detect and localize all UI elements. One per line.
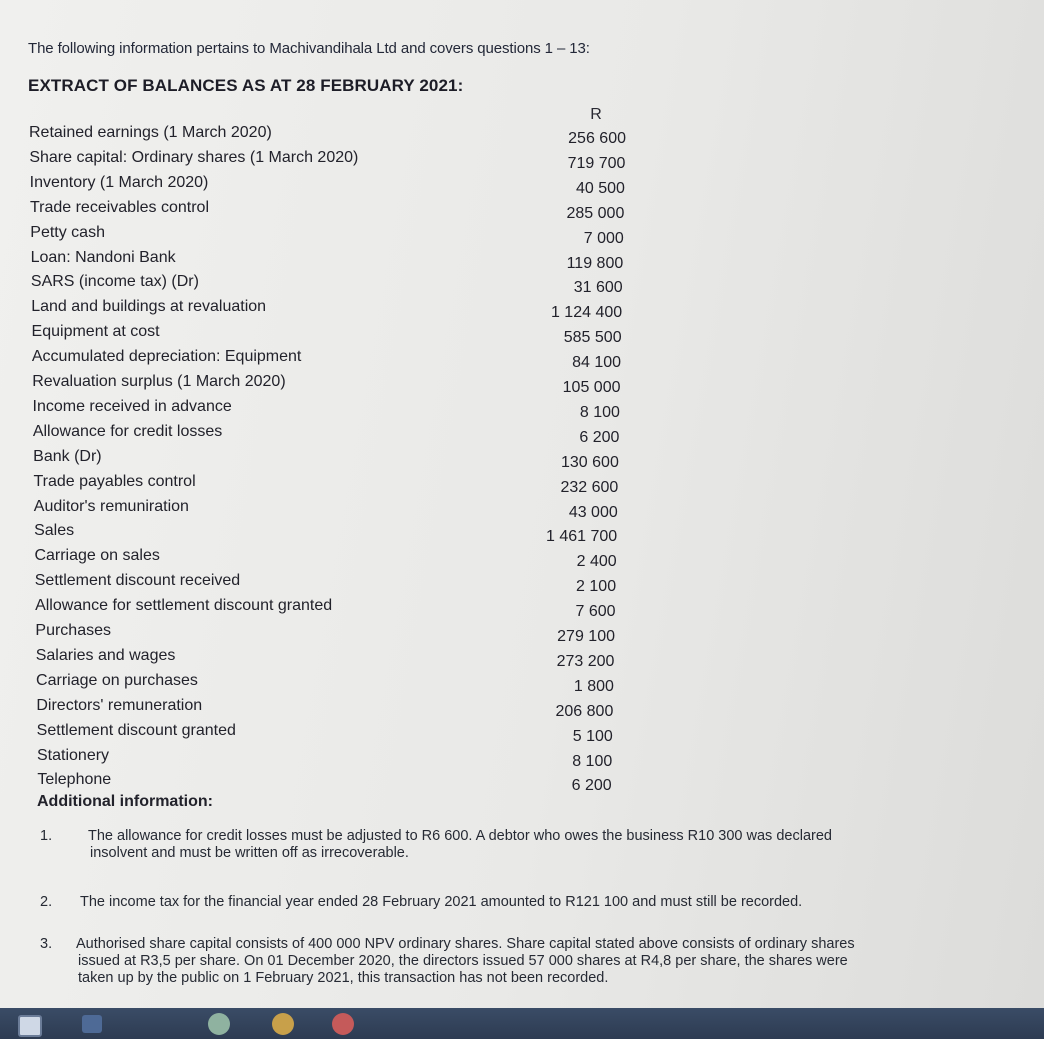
window-icon[interactable]	[18, 1015, 42, 1037]
balance-amount: 2 100	[576, 578, 617, 596]
balance-amount: 31 600	[573, 279, 623, 297]
balance-label: Land and buildings at revaluation	[31, 298, 267, 316]
balance-amount: 7 000	[583, 229, 624, 247]
balance-label: Accumulated depreciation: Equipment	[31, 348, 302, 366]
balance-row	[0, 597, 1044, 621]
balance-row	[0, 547, 1044, 571]
balance-amount: 279 100	[557, 628, 615, 645]
browser-icon[interactable]	[208, 1013, 230, 1035]
balance-label: Bank (Dr)	[33, 447, 102, 465]
balance-row	[0, 746, 1044, 770]
app-icon[interactable]	[82, 1015, 102, 1033]
balance-amount: 256 600	[568, 130, 626, 147]
note-number: 2.	[40, 894, 53, 910]
balance-amount: 105 000	[562, 379, 621, 396]
balance-label: Salaries and wages	[35, 646, 176, 664]
balance-label: Retained earnings (1 March 2020)	[29, 124, 272, 141]
balance-label: Directors' remuneration	[36, 696, 203, 714]
balance-row	[0, 198, 1044, 222]
balance-label: Purchases	[35, 622, 111, 639]
balance-row	[0, 124, 1044, 147]
balance-label: Income received in advance	[32, 397, 232, 415]
balance-label: Carriage on sales	[34, 547, 160, 565]
balance-label: Settlement discount received	[34, 572, 241, 590]
balance-amount: 1 461 700	[546, 528, 618, 546]
balance-row	[0, 373, 1044, 396]
balance-label: Telephone	[37, 771, 112, 789]
balance-label: SARS (income tax) (Dr)	[30, 273, 199, 291]
taskbar	[0, 1008, 1044, 1039]
balance-row	[0, 497, 1044, 521]
balance-label: Revaluation surplus (1 March 2020)	[32, 373, 286, 390]
note-number: 3.	[40, 936, 53, 952]
balance-label: Equipment at cost	[31, 323, 160, 341]
balance-amount: 585 500	[563, 329, 622, 347]
balance-amount: 1 124 400	[550, 304, 623, 322]
balance-row	[0, 273, 1044, 297]
app-icon-yellow[interactable]	[272, 1013, 294, 1035]
currency-header: R	[590, 106, 602, 123]
balance-row	[0, 646, 1044, 670]
balance-row	[0, 348, 1044, 372]
note-line: issued at R3,5 per share. On 01 December 2020, the directors issued 57 000 shares at R4,8 per share, the shares were	[78, 953, 848, 969]
balance-label: Share capital: Ordinary shares (1 March 2020)	[29, 148, 359, 166]
balance-row	[0, 148, 1044, 172]
note-line: Authorised share capital consists of 400 000 NPV ordinary shares. Share capital stated above consists of ordinary shares	[76, 936, 855, 952]
balance-amount: 130 600	[561, 453, 619, 471]
balance-amount: 6 200	[571, 777, 612, 795]
balance-row	[0, 771, 1044, 795]
balance-row	[0, 422, 1044, 446]
balance-amount: 2 400	[576, 553, 617, 571]
balance-row	[0, 173, 1044, 197]
balance-row	[0, 522, 1044, 546]
balance-label: Sales	[34, 522, 75, 540]
balance-row	[0, 447, 1044, 471]
balance-row	[0, 696, 1044, 720]
balance-amount: 273 200	[556, 652, 615, 670]
balance-amount: 206 800	[555, 702, 614, 720]
balance-label: Allowance for credit losses	[32, 422, 223, 440]
balance-amount: 285 000	[566, 204, 625, 222]
additional-info-heading: Additional information:	[37, 793, 213, 810]
chrome-icon[interactable]	[332, 1013, 354, 1035]
balance-row	[0, 397, 1044, 421]
balances-heading: EXTRACT OF BALANCES AS AT 28 FEBRUARY 2021:	[28, 76, 464, 95]
balance-amount: 719 700	[567, 154, 626, 172]
balance-row	[0, 248, 1044, 272]
balance-amount: 119 800	[566, 254, 624, 272]
note-line: The income tax for the financial year ended 28 February 2021 amounted to R121 100 and must still be recorded.	[80, 894, 803, 910]
balance-label: Settlement discount granted	[36, 721, 236, 739]
balance-label: Carriage on purchases	[36, 671, 198, 689]
balance-amount: 40 500	[575, 179, 625, 197]
balance-amount: 6 200	[579, 428, 620, 446]
balance-row	[0, 472, 1044, 496]
balance-row	[0, 223, 1044, 247]
balance-label: Inventory (1 March 2020)	[29, 173, 209, 191]
balance-row	[0, 572, 1044, 596]
balance-label: Stationery	[37, 746, 110, 764]
balance-label: Loan: Nandoni Bank	[30, 248, 176, 266]
balance-amount: 1 800	[573, 677, 614, 695]
balance-row	[0, 323, 1044, 347]
balance-row	[0, 622, 1044, 645]
balance-amount: 232 600	[560, 478, 619, 496]
intro-text: The following information pertains to Machivandihala Ltd and covers questions 1 – 13:	[28, 40, 590, 57]
note-number: 1.	[40, 828, 53, 844]
balance-label: Auditor's remuniration	[33, 497, 189, 515]
balance-amount: 5 100	[572, 727, 613, 745]
balance-row	[0, 671, 1044, 695]
note-line: taken up by the public on 1 February 2021, this transaction has not been recorded.	[78, 970, 609, 986]
balance-amount: 84 100	[572, 354, 622, 372]
balance-amount: 8 100	[572, 752, 613, 770]
balance-row	[0, 721, 1044, 745]
balance-label: Trade payables control	[33, 472, 196, 490]
note-line: The allowance for credit losses must be adjusted to R6 600. A debtor who owes the business R10 300 was declared	[88, 828, 832, 844]
balance-label: Petty cash	[30, 223, 105, 241]
balance-label: Allowance for settlement discount granted	[35, 597, 333, 615]
balance-amount: 7 600	[575, 603, 616, 621]
balance-amount: 8 100	[579, 403, 620, 421]
balance-row	[0, 298, 1044, 322]
note-line: insolvent and must be written off as irrecoverable.	[90, 845, 409, 861]
balance-amount: 43 000	[568, 503, 618, 521]
balance-label: Trade receivables control	[29, 198, 209, 216]
